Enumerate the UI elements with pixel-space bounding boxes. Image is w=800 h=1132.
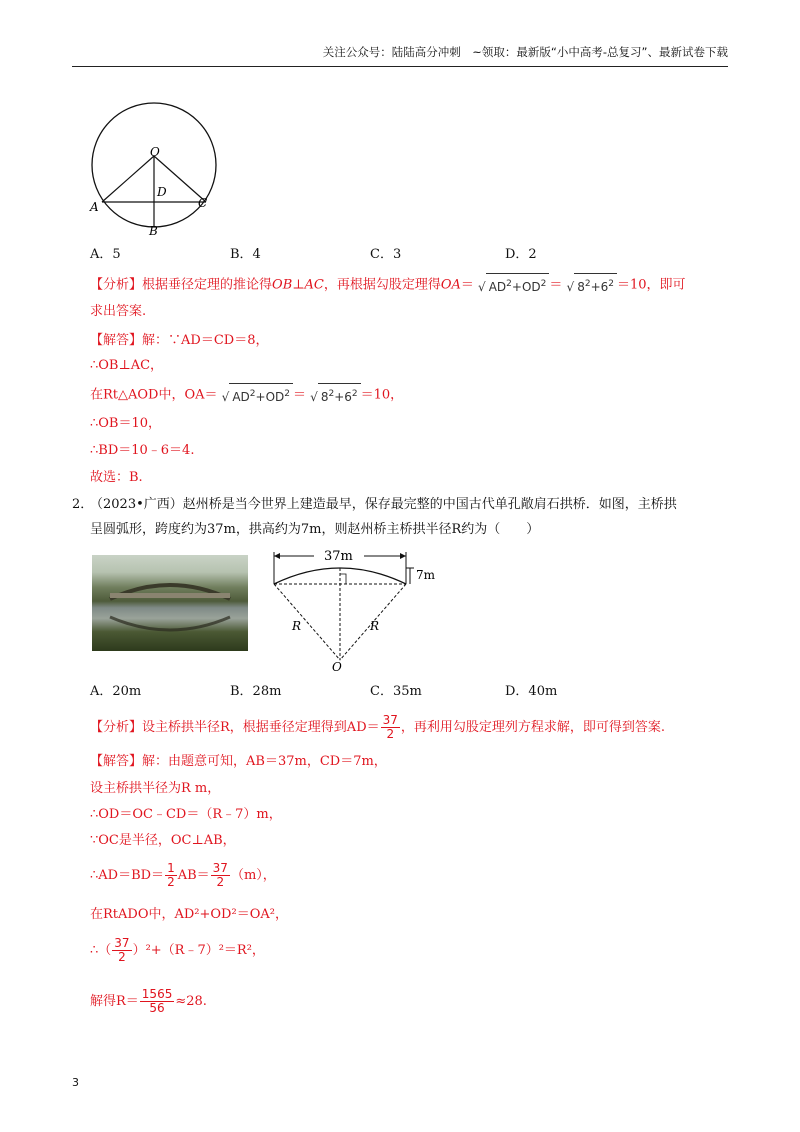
q1-analysis-line1	[90, 273, 686, 297]
label-o: O	[150, 145, 160, 159]
numerator: 1565	[141, 987, 173, 1001]
answer-tag: 【解答】	[90, 333, 143, 348]
fraction-1-2	[165, 862, 177, 889]
rad-8: 8	[320, 390, 329, 404]
q2-answer-line5	[90, 862, 276, 889]
fraction-37-2	[211, 862, 230, 889]
label-c: C	[198, 196, 208, 210]
q1-analysis-line2: 求出答案.	[90, 304, 147, 319]
answer-text: ）²+（R﹣7）²＝R²，	[132, 943, 265, 958]
rad-8: 8	[577, 280, 585, 294]
denominator: 2	[216, 875, 225, 889]
sup-2: 2	[608, 279, 614, 289]
sup-2: 2	[249, 389, 256, 399]
q1-answer-line4: ∴OB＝10，	[90, 416, 162, 431]
answer-text: ≈28.	[175, 994, 207, 1009]
q2-option-d: D．40m	[505, 684, 558, 699]
segment-oa	[102, 156, 154, 202]
answer-text: OA＝	[184, 387, 218, 403]
q2-stem-line1: （2023•广西）赵州桥是当今世界上建造最早，保存最完整的中国古代单孔敞肩石拱桥．如图，主桥拱	[90, 497, 677, 512]
sup-2: 2	[351, 389, 358, 399]
answer-text: 解：由题意可知，AB＝37m，CD＝7m，	[142, 754, 387, 769]
arrowhead-right	[400, 553, 406, 559]
sup-2: 2	[540, 279, 547, 289]
label-b: B	[149, 224, 158, 238]
fraction-1565-56	[140, 988, 175, 1015]
numerator: 37	[212, 861, 228, 875]
page-number: 3	[72, 1076, 79, 1089]
right-angle-mark	[340, 574, 346, 584]
q1-option-c: C．3	[370, 247, 402, 262]
var-oa: OA	[440, 277, 461, 293]
q2-analysis	[90, 714, 665, 741]
arrowhead-left	[274, 553, 280, 559]
denominator: 2	[167, 875, 175, 889]
answer-tag: 【解答】	[90, 754, 143, 769]
q1-option-a: A．5	[90, 247, 121, 262]
circle-figure	[86, 98, 226, 238]
height-label: 7m	[416, 568, 436, 582]
q2-stem-line2: 呈圆弧形，跨度约为37m，拱高约为7m，则赵州桥主桥拱半径R约为（ ）	[90, 522, 540, 537]
label-d: D	[157, 185, 167, 199]
answer-text: 在Rt△AOD中，	[90, 387, 185, 403]
q1-answer-line6: 故选：B.	[90, 470, 143, 485]
rad-od: +OD	[511, 280, 541, 294]
bridge-deck	[110, 593, 230, 598]
q2-answer-line4: ∵OC是半径，OC⊥AB，	[90, 833, 236, 848]
sqrt-8-6: √ $8^2+6^2$	[310, 383, 360, 407]
bridge-reflection	[110, 617, 230, 630]
analysis-tag: 【分析】	[90, 277, 143, 293]
bridge-photo-drawing	[92, 555, 248, 651]
bridge-diagram	[268, 542, 438, 672]
q2-number: 2．	[72, 497, 94, 512]
q2-option-c: C．35m	[370, 684, 422, 699]
q2-answer-line7	[90, 937, 265, 964]
rad-ad: AD	[232, 390, 250, 404]
page-header: 关注公众号：陆陆高分冲刺 ~领取：最新版“小中高考-总复习”、最新试卷下载	[72, 44, 728, 67]
sqrt-ad-od: √ $AD^2+OD^2$	[478, 273, 549, 297]
rad-ad: AD	[488, 280, 507, 294]
radius-left-label: R	[292, 619, 302, 633]
label-a: A	[90, 200, 99, 214]
fraction-37-2	[112, 937, 131, 964]
sup-2: 2	[584, 279, 591, 289]
q1-answer-line5: ∴BD＝10﹣6＝4.	[90, 443, 195, 458]
numerator: 37	[114, 936, 130, 950]
q2-answer-line2: 设主桥拱半径为R m，	[90, 781, 221, 796]
radius-left	[274, 584, 340, 660]
sup-2: 2	[284, 389, 290, 399]
q1-answer-line3	[90, 383, 403, 407]
var-ob: OB	[272, 277, 293, 293]
answer-text: 解得R＝	[90, 994, 139, 1009]
sqrt-8-6: √ $8^2+6^2$	[567, 273, 617, 297]
equals: ＝	[460, 277, 474, 293]
q1-answer-line1	[90, 331, 268, 351]
analysis-text: 根据垂径定理的推论得	[142, 277, 273, 293]
analysis-text-mid: ，再根据勾股定理得	[323, 277, 441, 293]
answer-text: ＝10，	[360, 387, 404, 403]
rad-od: +OD	[255, 390, 285, 404]
fraction-37-2	[381, 714, 400, 741]
center-label: O	[332, 660, 342, 672]
answer-text: ∴AD＝BD＝	[90, 868, 165, 883]
numerator: 37	[382, 713, 398, 727]
rad-6: +6	[334, 390, 352, 404]
q2-answer-line6: 在RtADO中，AD²+OD²＝OA²，	[90, 907, 288, 922]
answer-text: （m），	[230, 868, 276, 883]
q1-option-d: D．2	[505, 247, 537, 262]
answer-text: ∴（	[90, 943, 112, 958]
analysis-text: 设主桥拱半径R，根据垂径定理得到AD＝	[142, 720, 380, 735]
q2-answer-line8	[90, 988, 207, 1015]
q2-option-a: A．20m	[90, 684, 142, 699]
analysis-tag: 【分析】	[90, 720, 143, 735]
rad-6: +6	[590, 280, 609, 294]
q2-answer-line3: ∴OD＝OC﹣CD＝（R﹣7）m，	[90, 807, 282, 822]
sup-2: 2	[506, 279, 512, 289]
span-label: 37m	[324, 549, 353, 564]
equals: ＝	[293, 387, 307, 403]
radius-right-label: R	[370, 619, 380, 633]
var-ac: AC	[304, 277, 324, 293]
perp-symbol: ⊥	[292, 277, 305, 293]
denominator: 2	[118, 950, 126, 964]
q1-option-b: B．4	[230, 247, 261, 262]
q2-option-b: B．28m	[230, 684, 282, 699]
q1-answer-line2: ∴OB⊥AC，	[90, 358, 164, 373]
answer-text: 解：∵AD＝CD＝8，	[142, 333, 269, 348]
sup-2: 2	[328, 389, 335, 399]
analysis-result: ＝10，即可	[617, 277, 686, 293]
denominator: 2	[386, 727, 395, 741]
answer-text: AB＝	[177, 868, 210, 883]
analysis-text: ，再利用勾股定理列方程求解，即可得到答案.	[400, 720, 666, 735]
bridge-photo	[92, 555, 248, 651]
q2-answer-line1	[90, 752, 387, 772]
sqrt-ad-od: √ $AD^2+OD^2$	[222, 383, 293, 407]
denominator: 56	[149, 1001, 165, 1015]
numerator: 1	[167, 861, 175, 875]
equals: ＝	[549, 277, 563, 293]
